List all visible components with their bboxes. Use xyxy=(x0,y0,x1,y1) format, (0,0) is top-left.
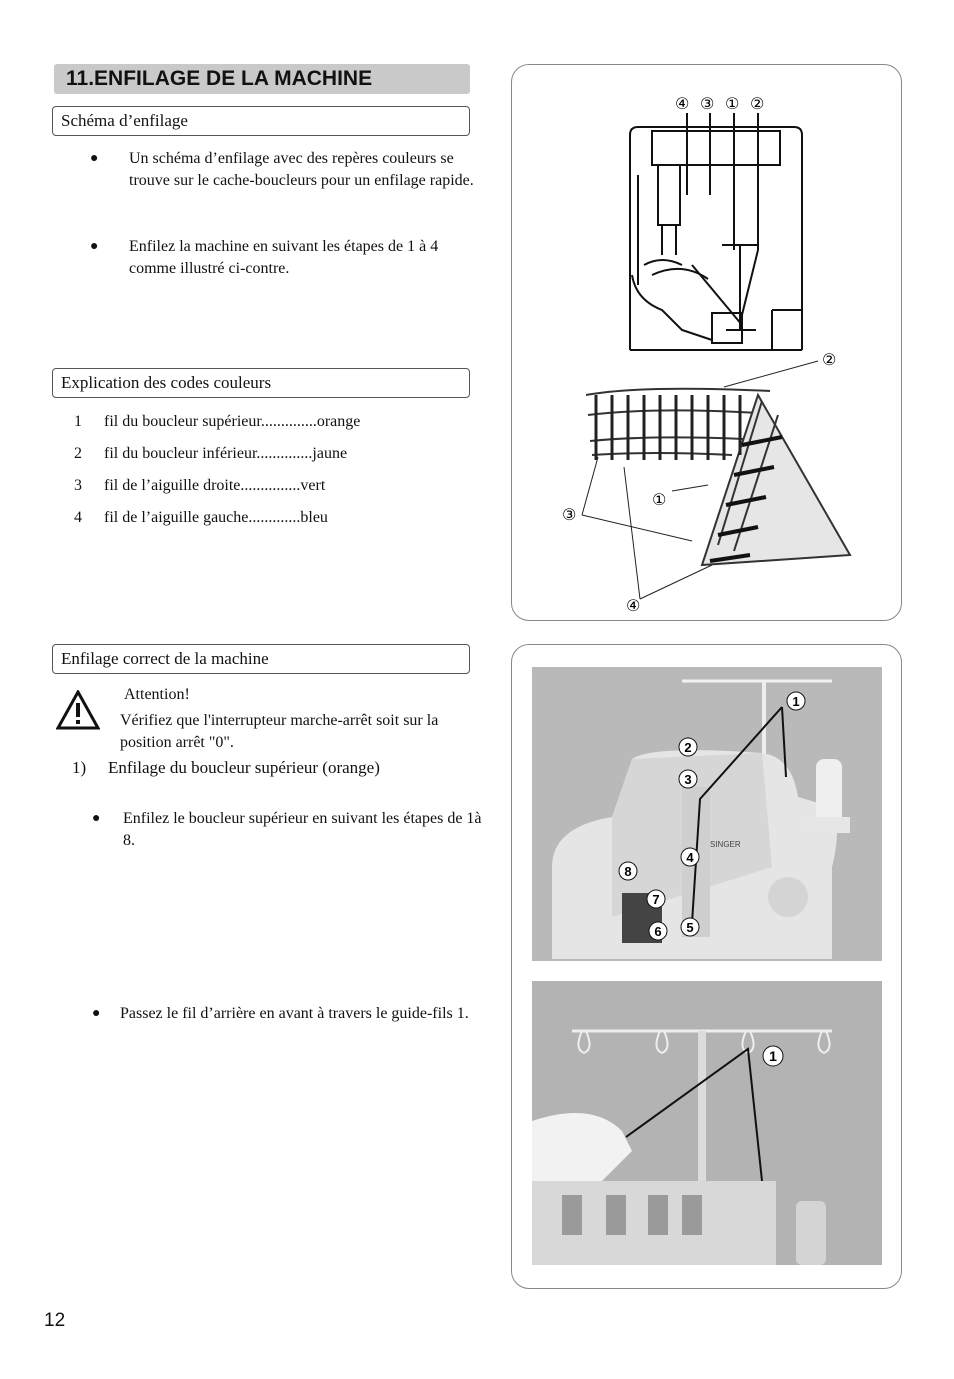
badge-number: 8 xyxy=(624,864,632,879)
thread-guide-photo xyxy=(532,981,882,1265)
color-code-row xyxy=(52,474,472,506)
color-code-row xyxy=(52,506,472,538)
section-heading-codes: Explication des codes couleurs xyxy=(52,368,470,398)
color-code-text: fil du boucleur inférieur..............jaune xyxy=(104,445,348,462)
photo-panel xyxy=(511,644,902,1289)
attention-title: Attention! xyxy=(124,686,190,703)
machine-threading-photo xyxy=(532,667,882,961)
correct-bullet-1 xyxy=(92,808,482,852)
correct-bullet-2-text: Passez le fil d’arrière en avant à travers le guide-fils 1. xyxy=(120,1005,469,1022)
diagram-label-2: ② xyxy=(750,94,765,113)
color-code-text: fil de l’aiguille droite...............vert xyxy=(104,477,326,494)
color-code-text: fil du boucleur supérieur..............orange xyxy=(104,413,361,430)
badge-number: 1 xyxy=(769,1048,777,1064)
badge-number: 4 xyxy=(686,850,694,865)
callout-2: ② xyxy=(822,350,837,369)
badge-number: 5 xyxy=(686,920,694,935)
step-number: 1) xyxy=(72,758,87,777)
schema-bullet-2 xyxy=(90,236,480,280)
diagram-label-1: ① xyxy=(725,94,740,113)
bullet-dot: ● xyxy=(90,151,99,166)
photo1-badge-6 xyxy=(648,921,668,946)
color-code-list xyxy=(52,410,472,538)
badge-number: 6 xyxy=(654,924,662,939)
bullet-dot: ● xyxy=(92,1006,101,1021)
page-title: 11.ENFILAGE DE LA MACHINE xyxy=(54,64,470,94)
correct-bullet-2 xyxy=(92,1003,482,1025)
badge-number: 7 xyxy=(652,892,660,907)
schema-bullet-1-text: Un schéma d’enfilage avec des repères couleurs se trouve sur le cache-boucleurs pour un enfilage rapide. xyxy=(129,150,474,189)
badge-number: 3 xyxy=(684,772,692,787)
color-code-number: 1 xyxy=(74,413,82,430)
brand-label: SINGER xyxy=(710,840,741,849)
threading-diagram xyxy=(512,65,901,620)
callout-3: ③ xyxy=(562,505,577,524)
badge-number: 1 xyxy=(792,694,800,709)
page-number: 12 xyxy=(44,1310,66,1331)
color-code-number: 4 xyxy=(74,509,82,526)
photo2-badge-1 xyxy=(762,1045,784,1072)
color-code-row xyxy=(52,410,472,442)
diagram-label-3: ③ xyxy=(700,94,715,113)
attention-text: Vérifiez que l'interrupteur marche-arrêt soit sur la position arrêt "0". xyxy=(120,712,439,751)
step-title: Enfilage du boucleur supérieur (orange) xyxy=(108,758,380,777)
schema-bullet-1 xyxy=(90,148,480,192)
threading-diagram-panel xyxy=(511,64,902,621)
photo1-badge-3 xyxy=(678,769,698,794)
color-code-text: fil de l’aiguille gauche.............bleu xyxy=(104,509,328,526)
thread-guide-drawing xyxy=(532,981,882,1265)
correct-bullet-1-text: Enfilez le boucleur supérieur en suivant les étapes de 1à 8. xyxy=(123,810,482,849)
callout-1: ① xyxy=(652,490,667,509)
section-heading-correct: Enfilage correct de la machine xyxy=(52,644,470,674)
photo1-badge-8 xyxy=(618,861,638,886)
badge-number: 2 xyxy=(684,740,692,755)
warning-triangle-icon xyxy=(56,690,100,730)
schema-bullet-2-text: Enfilez la machine en suivant les étapes de 1 à 4 comme illustré ci-contre. xyxy=(129,238,439,277)
machine-outline-drawing xyxy=(630,113,802,350)
color-code-number: 2 xyxy=(74,445,82,462)
color-code-number: 3 xyxy=(74,477,82,494)
photo1-badge-4 xyxy=(680,847,700,872)
photo1-badge-5 xyxy=(680,917,700,942)
callout-4: ④ xyxy=(626,596,641,615)
photo1-badge-1 xyxy=(786,691,806,716)
section-heading-schema: Schéma d’enfilage xyxy=(52,106,470,136)
photo1-badge-7 xyxy=(646,889,666,914)
diagram-label-4: ④ xyxy=(675,94,690,113)
photo1-badge-2 xyxy=(678,737,698,762)
bullet-dot: ● xyxy=(92,811,101,826)
bullet-dot: ● xyxy=(90,239,99,254)
serger-machine-drawing xyxy=(532,667,882,961)
color-code-row xyxy=(52,442,472,474)
